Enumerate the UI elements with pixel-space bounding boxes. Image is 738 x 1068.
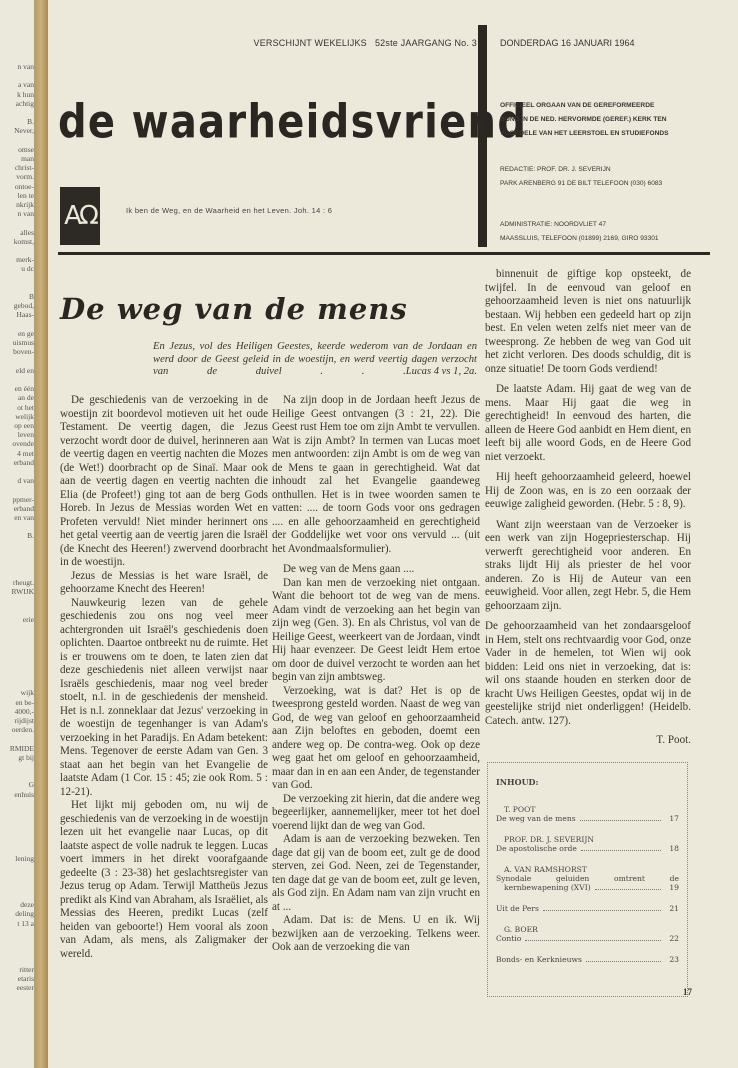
toc-author: PROF. DR. J. SEVERIJN xyxy=(504,835,595,844)
toc-title-continued: kernbewapening (XVI) xyxy=(504,883,591,892)
toc-author: G. BOER xyxy=(504,925,538,934)
margin-text-fragment: ot het xyxy=(17,402,34,412)
margin-text-fragment: ontoe- xyxy=(14,181,34,191)
paragraph: binnenuit de giftige kop opsteekt, de twijfel. In de eenvoud van geloof en gehoorzaamheid leven is niet ons natuurlijk bestaan. Wij hebben een gedeeld hart op zijn best. En velen weten zelfs niet meer van de tweesprong. Ze hebben de weg van God uit het zicht verloren. Des doods schuldig, dit is onze situatie! De toorn Gods verdiend! xyxy=(485,268,691,375)
toc-leader xyxy=(543,910,661,911)
margin-text-fragment: Haas- xyxy=(16,310,34,320)
organ-description xyxy=(500,99,669,141)
toc-entry[interactable] xyxy=(496,925,679,943)
margin-text-fragment: n van xyxy=(17,62,34,71)
editorial-line: PARK ARENBERG 91 DE BILT TELEFOON (030) 6083 xyxy=(500,180,663,187)
margin-text-fragment: len te xyxy=(17,190,34,200)
toc-author: A. VAN RAMSHORST xyxy=(504,865,587,874)
margin-text-fragment: op een xyxy=(14,420,34,430)
article-headline: De weg van de mens xyxy=(60,292,408,326)
toc-leader xyxy=(581,850,661,851)
margin-text-fragment: erband xyxy=(13,503,34,513)
margin-text-fragment: gt bij xyxy=(18,752,34,762)
paragraph: Het lijkt mij geboden om, nu wij de geschiedenis van de verzoeking in de woestijn lezen uit het evangelie naar Lucas, op dit laatste aspect de volle nadruk te leggen. Lucas voert immers in het direkt voorafgaande gedeelte (3 : 23-38) het geslachtsregister van Jezus terug op Adam. Terwijl Mattheüs Jezus predikt als Kind van Abraham, als Israëliet, als Messias des Heeren, predikt Lucas (zelf heiden van geboorte!) Hem vooral als zoon van Adam, als mens, als Zaligmaker der wereld. xyxy=(60,799,268,960)
toc-title: Contio xyxy=(496,934,522,943)
margin-text-fragment: 4000,- xyxy=(14,706,34,716)
toc-leader xyxy=(580,820,661,821)
toc-leader xyxy=(586,961,661,962)
margin-text-fragment: u dc xyxy=(21,264,34,274)
margin-text-fragment: 4 met xyxy=(17,448,34,458)
margin-text-fragment: alles xyxy=(20,227,34,237)
margin-text-fragment: erie xyxy=(22,614,34,624)
margin-text-fragment: d van xyxy=(17,476,34,486)
margin-text-fragment: an de xyxy=(17,393,34,403)
margin-text-fragment: welijk xyxy=(15,411,34,421)
paragraph: Want zijn weerstaan van de Verzoeker is een werk van zijn Hogepriesterschap. Hij verwerft gerechtigheid voor anderen. En straks lijdt Hij als priester de hel voor anderen. Zo is Hij de Auteur van een eeuwigheid. Voor allen, zegt Hebr. 5, die Hem gehoorzaam zijn. xyxy=(485,518,691,612)
margin-text-fragment: oerden. xyxy=(11,725,34,735)
paragraph: De laatste Adam. Hij gaat de weg van de mens. Maar Hij gaat die weg in gerechtigheid! In eenvoud des harten, die alleen de Heere God aanbidt en Hem dient, en leeft bij alle woord Gods, en de Heere God niet verzoekt. xyxy=(485,383,691,463)
margin-text-fragment: n van xyxy=(17,209,34,219)
margin-text-fragment: etaris xyxy=(17,973,34,983)
margin-text-fragment: achtig xyxy=(15,98,34,108)
intro-reference: Lucas 4 vs 1, 2a. xyxy=(405,366,477,378)
article-column-3 xyxy=(485,268,691,748)
toc-title: Synodale geluiden omtrent de xyxy=(496,874,679,883)
toc-page: 18 xyxy=(669,844,679,853)
alpha-omega-logo: AΩ xyxy=(60,187,100,245)
margin-text-fragment: rheugt. xyxy=(12,578,34,587)
paragraph: De geschiedenis van de verzoeking in de woestijn zit boordevol motieven uit het oude Testament. De veertig dagen, die Jezus verzocht wordt door de duivel, herinneren aan de veertig dagen en veertig nachten die Mozes (de Wet!) doorbracht op de Sinaï. Maar ook aan de veertig dagen en veertig nachten die Elia (de Profeet!) ging tot aan de berg Gods Horeb. In Jezus de Messias worden Wet en Profeten vervuld! Niet minder herinnert ons het getal veertig aan de veertig jaren die Israël (de Knecht des Heeren!) zwervend doorbracht in de woestijn. xyxy=(60,394,268,568)
toc-leader xyxy=(525,940,661,941)
paragraph: Adam. Dat is: de Mens. U en ik. Wij bezwijken aan de verzoeking. Telkens weer. Ook aan de verzoeking die van xyxy=(272,914,480,953)
margin-text-fragment: k hun xyxy=(17,89,34,99)
toc-leader xyxy=(595,889,661,890)
administration-info xyxy=(500,218,659,246)
issue-line: VERSCHIJNT WEKELIJKS 52ste JAARGANG No. 3 xyxy=(253,38,477,48)
margin-text-fragment: nkrijk xyxy=(16,200,34,210)
article-column-1 xyxy=(60,394,268,961)
masthead-rule xyxy=(58,252,710,255)
margin-text-fragment: en één xyxy=(14,384,34,394)
issue-date: DONDERDAG 16 JANUARI 1964 xyxy=(500,38,635,48)
publication-title: de waarheidsvriend xyxy=(58,96,528,149)
margin-text-fragment: christ- xyxy=(14,163,34,173)
margin-text-fragment: en van xyxy=(14,512,34,522)
margin-text-fragment: G xyxy=(28,780,34,790)
paragraph: Hij heeft gehoorzaamheid geleerd, hoewel Hij de Zoon was, en is zo een oorzaak der eeuwige zaligheid geworden. (Hebr. 5 : 8, 9). xyxy=(485,471,691,510)
margin-text-fragment: lening xyxy=(15,854,34,864)
margin-text-fragment: RMIDE xyxy=(9,743,34,753)
margin-text-fragment: B. xyxy=(27,531,34,541)
toc-author: T. POOT xyxy=(504,805,536,814)
margin-text-fragment: en ge xyxy=(17,328,34,338)
toc-heading: INHOUD: xyxy=(496,777,539,787)
paragraph: De verzoeking zit hierin, dat die andere weg begeerlijker, aannemelijker, meer tot het doel voerend lijkt dan de weg van God. xyxy=(272,792,480,832)
motto: Ik ben de Weg, en de Waarheid en het Leven. Joh. 14 : 6 xyxy=(126,206,333,215)
margin-text-fragment: ritter xyxy=(19,964,34,974)
margin-text-fragment: B. xyxy=(27,117,34,127)
margin-text-fragment: t 13 a xyxy=(17,918,34,928)
margin-text-fragment: B xyxy=(28,292,34,302)
margin-text-fragment: en be- xyxy=(15,697,34,707)
margin-text-fragment: enhuis xyxy=(14,789,34,799)
margin-text-fragment: boven- xyxy=(13,347,34,357)
article-author: T. Poot. xyxy=(656,734,691,746)
toc-page: 21 xyxy=(669,904,679,913)
margin-text-fragment: deling xyxy=(15,909,34,919)
paragraph: Adam is aan de verzoeking bezweken. Ten dage dat gij van de boom eet, zult ge de dood sterven, zei God. Neen, zei de Tegenstander, ten dage dat ge van de boom eet, zult ge leven, als God zijn. En Adam nam van zijn vrucht en at ... xyxy=(272,833,480,913)
margin-text-fragment: ppmer- xyxy=(12,494,34,504)
margin-text-fragment: vorm. xyxy=(16,172,34,182)
margin-text-fragment: a van xyxy=(17,80,34,90)
editorial-info xyxy=(500,163,662,191)
toc-title: De apostolische orde xyxy=(496,844,577,853)
margin-text-fragment: rijdijst xyxy=(14,716,34,726)
organ-line: OFFICIEEL ORGAAN VAN DE GEREFORMEERDE xyxy=(500,102,655,109)
toc-entry[interactable] xyxy=(496,904,679,913)
table-of-contents xyxy=(487,762,688,997)
toc-title: De weg van de mens xyxy=(496,814,576,823)
paragraph: Nauwkeurig lezen van de gehele geschiedenis zou ons nog veel meer achtergronden uit Israël's geschiedenis doen oplichten. Daartoe ontbreekt nu de ruimte. Het is er trouwens om te doen, te laten zien dat deze geschiedenis niet alleen verwijst naar Israëls geschiedenis, maar nog veel breder stoelt, n.l. in de geschiedenis der mensheid. Het is n.l. zonneklaar dat Jezus' verzoeking in de woestijn de tegenhanger is van Adam's verzoeking in het Paradijs. En Adam betekent: Mens. Tegenover de eerste Adam van Gen. 3 staat aan het begin van het Evangelie de laatste Adam (1 Cor. 15 : 45; zie ook Rom. 5 : 12-21). xyxy=(60,596,268,798)
paragraph: Verzoeking, wat is dat? Het is op de tweesprong gesteld worden. Naast de weg van God, de weg van geloof en gehoorzaamheid aan Zijn beloftes en geboden, doemt een andere weg op. De contra-weg. Ook op deze weg gaat het om geloof en gehoorzaamheid, maar dan in en aan een Ander, de tegenstander van God. xyxy=(272,684,480,791)
editorial-line: REDACTIE: PROF. DR. J. SEVERIJN xyxy=(500,166,611,173)
administration-line: ADMINISTRATIE: NOORDVLIET 47 xyxy=(500,221,607,228)
toc-page: 19 xyxy=(669,883,679,892)
margin-text-fragment: omse xyxy=(18,144,34,154)
administration-line: MAASSLUIS, TELEFOON (01899) 2169, GIRO 93301 xyxy=(500,235,659,242)
paragraph: Na zijn doop in de Jordaan heeft Jezus de Heilige Geest ontvangen (3 : 21, 22). Die Geest rust Hem toe om zijn Ambt te vervullen. Wat is zijn Ambt? In termen van Lucas moet men antwoorden: zijn Ambt is om de weg van de Mens te gaan in gerechtigheid. Wat dat inhoudt zal het Evangelie gaandeweg onthullen. Het is in twee woorden samen te vatten: .... de toorn Gods voor ons gedragen .... en alle gehoorzaamheid en gerechtigheid der Goddelijke wet voor ons vervuld ... (uit het Avondmaalsformulier). xyxy=(272,394,480,555)
margin-text-fragment: deze xyxy=(20,900,34,910)
toc-entry[interactable] xyxy=(496,805,679,823)
toc-entry[interactable] xyxy=(496,955,679,964)
toc-page: 17 xyxy=(669,814,679,823)
margin-text-fragment: eld en xyxy=(15,365,34,375)
article-column-2 xyxy=(272,394,480,955)
organ-line: VOORDELE VAN HET LEERSTOEL EN STUDIEFONDS xyxy=(500,130,669,137)
margin-text-fragment: merk- xyxy=(16,255,34,265)
margin-text-fragment: wijk xyxy=(20,688,34,698)
paragraph: De gehoorzaamheid van het zondaarsgeloof in Hem, stelt ons rechtvaardig voor God, onze Vader in de hemelen, tot Wien wij ook bidden: Leid ons niet in verzoeking, dat is: wil ons staande houden en sterken door de kracht Uws Heiligen Geestes, opdat wij in de geestelijke strijd niet onderliggen! (Heidelb. Catech. antw. 127). xyxy=(485,620,691,727)
margin-text-fragment: RWIJK xyxy=(11,587,34,597)
organ-line: BOND IN DE NED. HERVORMDE (GEREF.) KERK TEN xyxy=(500,116,667,123)
margin-text-fragment: leven xyxy=(17,430,34,440)
margin-text-fragment: Never, xyxy=(14,126,34,136)
margin-text-fragment: uismus xyxy=(12,338,34,348)
page-number: 17 xyxy=(683,987,692,997)
paragraph: Jezus de Messias is het ware Israël, de gehoorzame Knecht des Heeren! xyxy=(60,569,268,595)
intro-quote: En Jezus, vol des Heiligen Geestes, keerde wederom van de Jordaan en werd door de Geest geleid in de woestijn, en werd veertig dagen verzocht van de duivel . . . xyxy=(153,341,477,378)
toc-page: 22 xyxy=(669,934,679,943)
paragraph: Dan kan men de verzoeking niet ontgaan. Want die behoort tot de weg van de mens. Adam vindt de verzoeking aan het begin van zijn weg (Gen. 3). En als Christus, vol van de Heilige Geest, weerkeert van de Jordaan, vindt Hij haar evenzeer. De Geest leidt Hem ertoe om door de duivel verzocht te worden aan het begin van zijn ambtsweg. xyxy=(272,576,480,683)
margin-text-fragment: eester xyxy=(16,982,34,992)
margin-text-fragment: gebod, xyxy=(13,301,34,311)
margin-text-fragment: komst, xyxy=(13,236,34,246)
toc-entry[interactable] xyxy=(496,865,679,892)
toc-title: Uit de Pers xyxy=(496,904,539,913)
toc-title: Bonds- en Kerknieuws xyxy=(496,955,582,964)
paragraph: De weg van de Mens gaan .... xyxy=(283,563,415,575)
article-intro xyxy=(153,341,477,379)
margin-text-fragment: erband xyxy=(13,457,34,467)
toc-entry[interactable] xyxy=(496,835,679,853)
margin-text-fragment: man xyxy=(21,154,34,164)
margin-text-fragment: ovende xyxy=(12,439,34,449)
toc-page: 23 xyxy=(669,955,679,964)
